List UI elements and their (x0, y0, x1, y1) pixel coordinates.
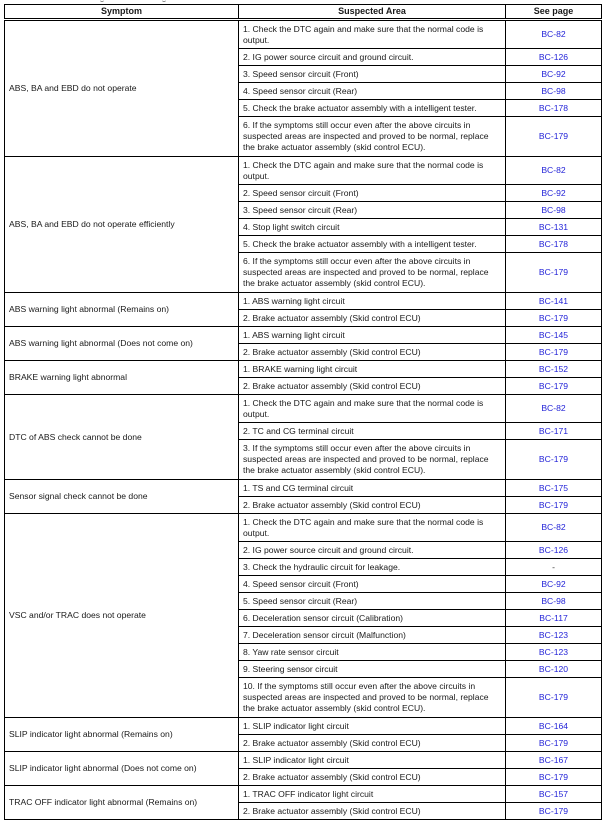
see-page-link[interactable]: BC-167 (506, 752, 602, 769)
see-page-link[interactable]: BC-82 (506, 20, 602, 49)
see-page-link[interactable]: BC-179 (506, 803, 602, 820)
suspected-area-cell: 1. Check the DTC again and make sure that the normal code is output. (239, 395, 506, 423)
suspected-area-cell: 2. Brake actuator assembly (Skid control ECU) (239, 497, 506, 514)
see-page-link[interactable]: BC-126 (506, 542, 602, 559)
suspected-area-cell: 2. Brake actuator assembly (Skid control ECU) (239, 310, 506, 327)
table-row (5, 20, 602, 49)
symptom-cell: ABS, BA and EBD do not operate (5, 20, 239, 157)
see-page-link[interactable]: BC-179 (506, 117, 602, 157)
symptom-cell: TRAC OFF indicator light abnormal (Remains on) (5, 786, 239, 820)
symptom-cell: BRAKE warning light abnormal (5, 361, 239, 395)
table-row (5, 752, 602, 769)
suspected-area-cell: 1. Check the DTC again and make sure that the normal code is output. (239, 514, 506, 542)
see-page-link[interactable]: BC-98 (506, 202, 602, 219)
suspected-area-cell: 5. Check the brake actuator assembly with a intelligent tester. (239, 100, 506, 117)
suspected-area-cell: 9. Steering sensor circuit (239, 661, 506, 678)
see-page-link[interactable]: BC-92 (506, 185, 602, 202)
suspected-area-cell: 6. Deceleration sensor circuit (Calibration) (239, 610, 506, 627)
symptom-cell: Sensor signal check cannot be done (5, 480, 239, 514)
table-body (5, 20, 602, 820)
see-page-link[interactable]: BC-126 (506, 49, 602, 66)
suspected-area-cell: 2. Brake actuator assembly (Skid control ECU) (239, 735, 506, 752)
suspected-area-cell: 1. TRAC OFF indicator light circuit (239, 786, 506, 803)
symptom-cell: DTC of ABS check cannot be done (5, 395, 239, 480)
see-page-link[interactable]: BC-178 (506, 100, 602, 117)
suspected-area-cell: 2. Brake actuator assembly (Skid control ECU) (239, 378, 506, 395)
symptom-cell: SLIP indicator light abnormal (Does not come on) (5, 752, 239, 786)
symptom-cell: ABS warning light abnormal (Does not come on) (5, 327, 239, 361)
suspected-area-cell: 1. SLIP indicator light circuit (239, 718, 506, 735)
suspected-area-cell: 2. Brake actuator assembly (Skid control ECU) (239, 344, 506, 361)
table-row (5, 361, 602, 378)
see-page-link[interactable]: BC-145 (506, 327, 602, 344)
see-page-link[interactable]: BC-131 (506, 219, 602, 236)
table-row (5, 157, 602, 185)
suspected-area-cell: 2. Brake actuator assembly (Skid control ECU) (239, 769, 506, 786)
see-page-link[interactable]: BC-92 (506, 66, 602, 83)
table-row (5, 514, 602, 542)
suspected-area-cell: 3. If the symptoms still occur even after the above circuits in suspected areas are inspected and proved to be normal, replace the brake actuator assembly (skid control ECU). (239, 440, 506, 480)
see-page-link[interactable]: BC-157 (506, 786, 602, 803)
header-symptom: Symptom (5, 5, 239, 20)
see-page-link[interactable]: BC-120 (506, 661, 602, 678)
see-page-link[interactable]: BC-178 (506, 236, 602, 253)
suspected-area-cell: 1. ABS warning light circuit (239, 293, 506, 310)
suspected-area-cell: 1. Check the DTC again and make sure that the normal code is output. (239, 20, 506, 49)
symptom-cell: VSC and/or TRAC does not operate (5, 514, 239, 718)
table-header-row (5, 5, 602, 20)
symptom-cell: ABS, BA and EBD do not operate efficiently (5, 157, 239, 293)
suspected-area-cell: 2. IG power source circuit and ground circuit. (239, 49, 506, 66)
suspected-area-cell: 10. If the symptoms still occur even after the above circuits in suspected areas are inspected and proved to be normal, replace the brake actuator assembly (skid control ECU). (239, 678, 506, 718)
suspected-area-cell: 1. BRAKE warning light circuit (239, 361, 506, 378)
suspected-area-cell: 8. Yaw rate sensor circuit (239, 644, 506, 661)
suspected-area-cell: 1. Check the DTC again and make sure that the normal code is output. (239, 157, 506, 185)
suspected-area-cell: 2. Speed sensor circuit (Front) (239, 185, 506, 202)
see-page-link[interactable]: BC-179 (506, 253, 602, 293)
see-page-link[interactable]: BC-179 (506, 678, 602, 718)
suspected-area-cell: 2. TC and CG terminal circuit (239, 423, 506, 440)
suspected-area-cell: 5. Speed sensor circuit (Rear) (239, 593, 506, 610)
see-page-link[interactable]: BC-179 (506, 440, 602, 480)
see-page-link[interactable]: BC-179 (506, 497, 602, 514)
header-suspected-area: Suspected Area (239, 5, 506, 20)
symptom-cell: ABS warning light abnormal (Remains on) (5, 293, 239, 327)
see-page-link[interactable]: BC-98 (506, 83, 602, 100)
see-page-link[interactable]: BC-171 (506, 423, 602, 440)
see-page-link[interactable]: BC-123 (506, 644, 602, 661)
see-page-link[interactable]: BC-82 (506, 157, 602, 185)
suspected-area-cell: 1. TS and CG terminal circuit (239, 480, 506, 497)
see-page-link[interactable]: BC-179 (506, 378, 602, 395)
table-row (5, 480, 602, 497)
suspected-area-cell: 6. If the symptoms still occur even after the above circuits in suspected areas are inspected and proved to be normal, replace the brake actuator assembly (skid control ECU). (239, 117, 506, 157)
suspected-area-cell: 1. SLIP indicator light circuit (239, 752, 506, 769)
symptom-cell: SLIP indicator light abnormal (Remains on) (5, 718, 239, 752)
see-page-cell: - (506, 559, 602, 576)
problem-symptoms-table (4, 4, 602, 820)
suspected-area-cell: 1. ABS warning light circuit (239, 327, 506, 344)
see-page-link[interactable]: BC-82 (506, 395, 602, 423)
header-see-page: See page (506, 5, 602, 20)
suspected-area-cell: 7. Deceleration sensor circuit (Malfunction) (239, 627, 506, 644)
suspected-area-cell: 4. Speed sensor circuit (Rear) (239, 83, 506, 100)
table-row (5, 718, 602, 735)
suspected-area-cell: 4. Stop light switch circuit (239, 219, 506, 236)
see-page-link[interactable]: BC-98 (506, 593, 602, 610)
suspected-area-cell: 2. IG power source circuit and ground circuit. (239, 542, 506, 559)
see-page-link[interactable]: BC-175 (506, 480, 602, 497)
suspected-area-cell: 3. Speed sensor circuit (Front) (239, 66, 506, 83)
see-page-link[interactable]: BC-152 (506, 361, 602, 378)
see-page-link[interactable]: BC-123 (506, 627, 602, 644)
see-page-link[interactable]: BC-141 (506, 293, 602, 310)
table-row (5, 293, 602, 310)
suspected-area-cell: 6. If the symptoms still occur even after the above circuits in suspected areas are inspected and proved to be normal, replace the brake actuator assembly (skid control ECU). (239, 253, 506, 293)
see-page-link[interactable]: BC-164 (506, 718, 602, 735)
suspected-area-cell: 5. Check the brake actuator assembly with a intelligent tester. (239, 236, 506, 253)
see-page-link[interactable]: BC-179 (506, 310, 602, 327)
table-row (5, 786, 602, 803)
suspected-area-cell: 3. Speed sensor circuit (Rear) (239, 202, 506, 219)
see-page-link[interactable]: BC-179 (506, 769, 602, 786)
suspected-area-cell: 3. Check the hydraulic circuit for leakage. (239, 559, 506, 576)
table-row (5, 395, 602, 423)
see-page-link[interactable]: BC-117 (506, 610, 602, 627)
suspected-area-cell: 4. Speed sensor circuit (Front) (239, 576, 506, 593)
see-page-link[interactable]: BC-82 (506, 514, 602, 542)
table-row (5, 327, 602, 344)
suspected-area-cell: 2. Brake actuator assembly (Skid control ECU) (239, 803, 506, 820)
see-page-link[interactable]: BC-179 (506, 735, 602, 752)
see-page-link[interactable]: BC-92 (506, 576, 602, 593)
see-page-link[interactable]: BC-179 (506, 344, 602, 361)
